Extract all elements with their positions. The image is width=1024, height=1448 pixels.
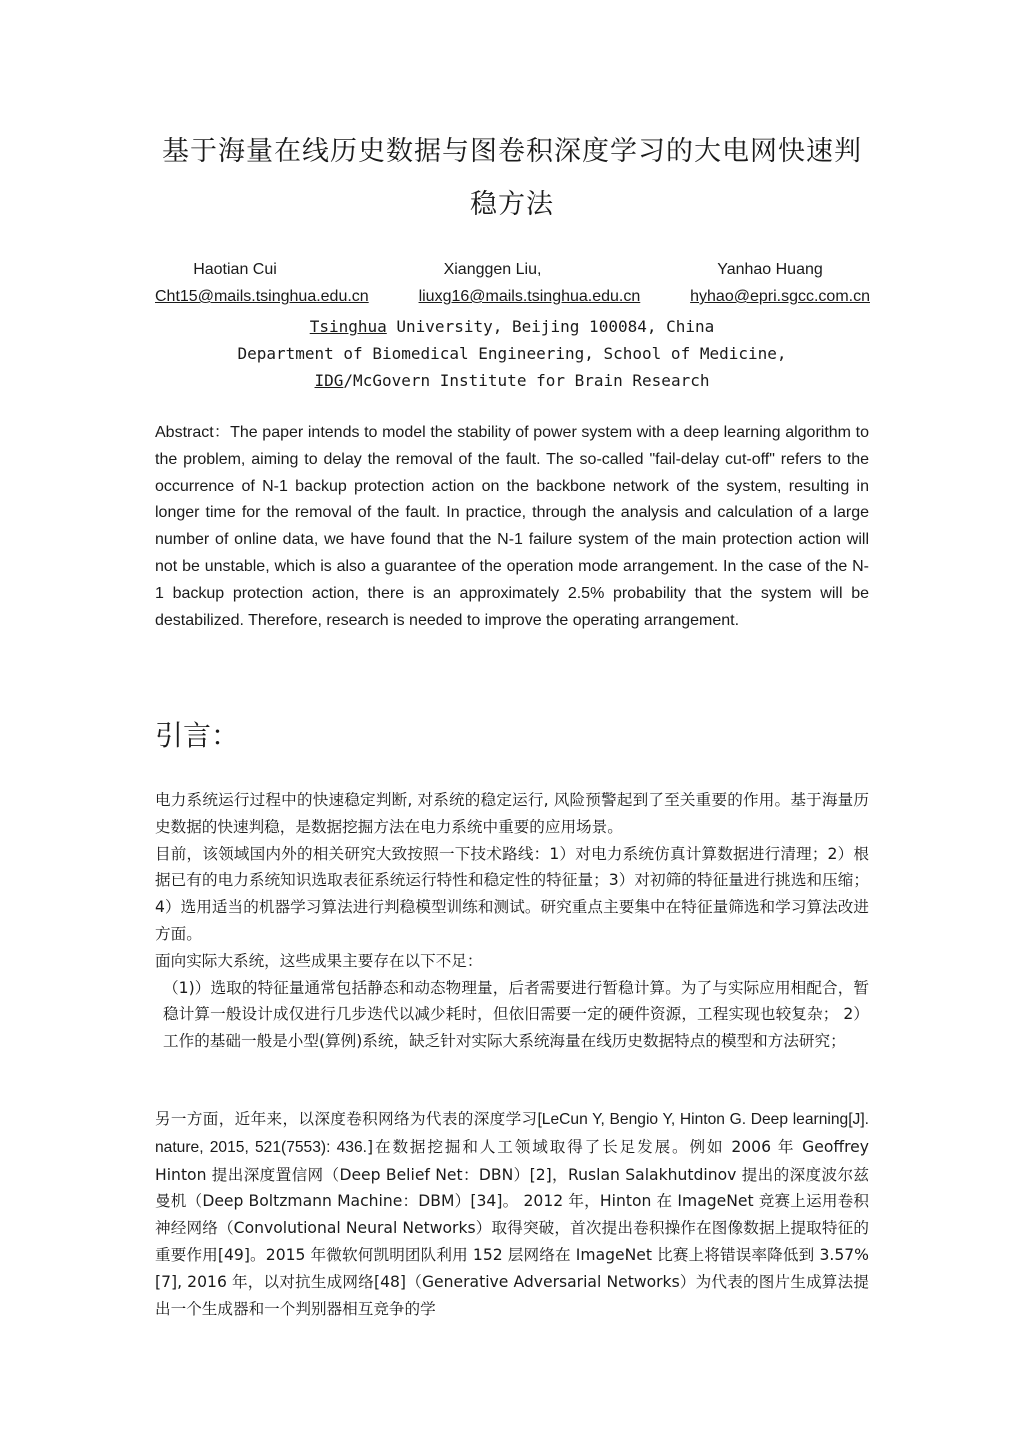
author-name-3: Yanhao Huang: [717, 261, 823, 278]
deep-learning-lead: 另一方面，近年来，以深度卷积网络为代表的深度学习: [155, 1110, 538, 1128]
abstract: Abstract：The paper intends to model the stability of power system with a deep learning algorithm to the problem, aiming to delay the removal of the fault. The so-called "fail-delay cut-off" refers to the occurrence of N-1 backup protection action on the backbone network of the system, resulting in longer time for the removal of the fault. In practice, through the analysis and calculation of a large number of online data, we have found that the N-1 failure system of the main protection action will not be unstable, which is also a guarantee of the operation mode arrangement. In the case of the N-1 backup protection action, there is an approximately 2.5% probability that the system will be destabilized. Therefore, research is needed to improve the operating arrangement.: [155, 424, 869, 629]
author-name-1: Haotian Cui: [193, 261, 277, 278]
paper-title-line-1: 基于海量在线历史数据与图卷积深度学习的大电网快速判: [162, 136, 862, 167]
section-heading-introduction: 引言：: [155, 719, 240, 752]
affiliation-idg: IDG: [314, 371, 344, 390]
intro-paragraph-2: 目前，该领域国内外的相关研究大致按照一下技术路线：1）对电力系统仿真计算数据进行清理；2）根据已有的电力系统知识选取表征系统运行特性和稳定性的特征量；3）对初筛的特征量进行挑选和压缩；4）选用适当的机器学习算法进行判稳模型训练和测试。研究重点主要集中在特征量筛选和学习算法改进方面。: [155, 844, 869, 943]
intro-paragraph-4: （1)）选取的特征量通常包括静态和动态物理量，后者需要进行暂稳计算。为了与实际应用相配合，暂稳计算一般设计成仅进行几步迭代以减少耗时，但依旧需要一定的硬件资源，工程实现也较复杂； 2）工作的基础一般是小型(算例)系统，缺乏针对实际大系统海量在线历史数据特点的模型和方法研究；: [163, 978, 869, 1051]
author-name-2: Xianggen Liu,: [443, 261, 542, 278]
author-emails: [155, 288, 870, 306]
intro-paragraph-3: 面向实际大系统，这些成果主要存在以下不足：: [155, 951, 483, 970]
intro-paragraph-1: 电力系统运行过程中的快速稳定判断, 对系统的稳定运行, 风险预警起到了至关重要的作用。基于海量历史数据的快速判稳，是数据挖掘方法在电力系统中重要的应用场景。: [155, 791, 869, 836]
affiliation-line-2: Department of Biomedical Engineering, School of Medicine,: [237, 344, 787, 363]
affiliation-tsinghua: Tsinghua: [309, 317, 387, 336]
author-email-3[interactable]: hyhao@epri.sgcc.com.cn: [690, 288, 870, 305]
affiliation-line-3: [150, 367, 874, 394]
affiliation-line-3-rest: /McGovern Institute for Brain Research: [343, 371, 710, 390]
affiliation-line-1-rest: University, Beijing 100084, China: [386, 317, 715, 336]
lecun-reference: [LeCun Y, Bengio Y, Hinton G. Deep learning[J]. nature, 2015, 521(7553): 436.: [155, 1111, 869, 1156]
author-email-2[interactable]: liuxg16@mails.tsinghua.edu.cn: [418, 288, 641, 305]
introduction-body: [155, 787, 869, 1055]
deep-learning-paragraph: [155, 1106, 869, 1322]
paper-title-line-2: 稳方法: [470, 189, 554, 220]
affiliation-line-1: [150, 313, 874, 340]
deep-learning-rest: ]在数据挖掘和人工领域取得了长足发展。例如 2006 年 Geoffrey Hinton 提出深度置信网（Deep Belief Net：DBN）[2]，Ruslan Salakhutdinov 提出的深度波尔兹曼机（Deep Boltzmann Machine：DBM）[34]。 2012 年，Hinton 在 ImageNet 竞赛上运用卷积神经网络（Convolutional Neural Networks）取得突破，首次提出卷积操作在图像数据上提取特征的重要作用[49]。2015 年微软何凯明团队利用 152 层网络在 ImageNet 比赛上将错误率降低到 3.57% [7], 2016 年，以对抗生成网络[48]（Generative Adversarial Networks）为代表的图片生成算法提出一个生成器和一个判别器相互竞争的学: [155, 1137, 870, 1318]
author-names: [155, 261, 870, 279]
deep-learning-body: [155, 1106, 869, 1322]
author-email-1[interactable]: Cht15@mails.tsinghua.edu.cn: [155, 288, 369, 305]
